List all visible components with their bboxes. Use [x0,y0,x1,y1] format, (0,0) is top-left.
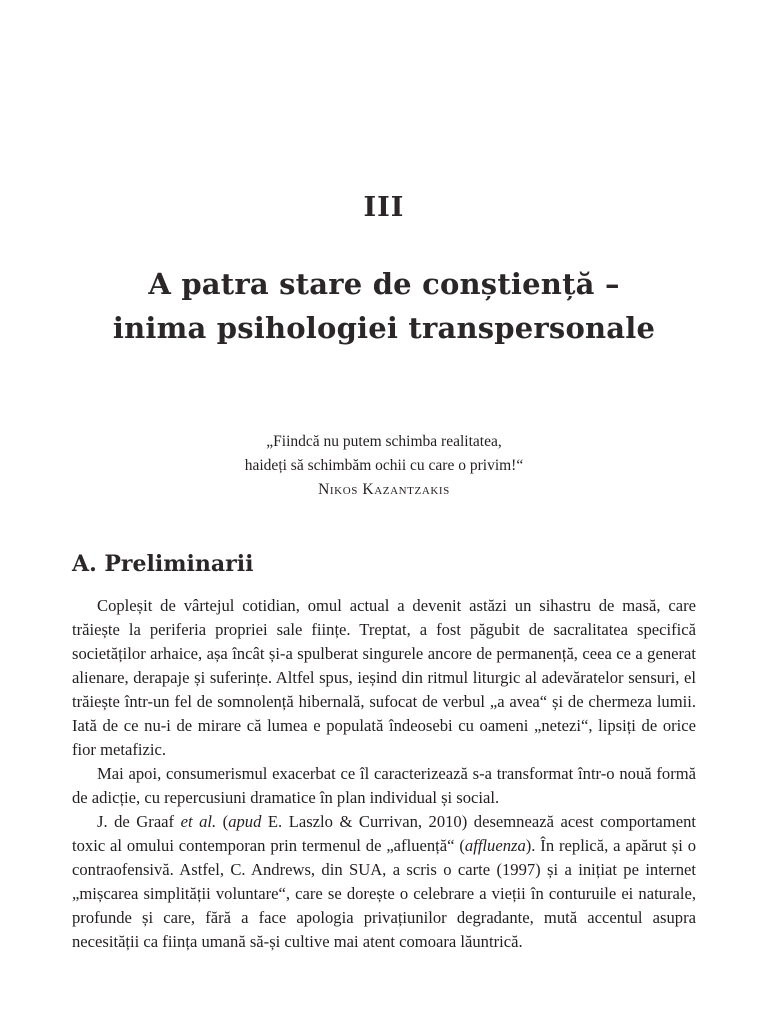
epigraph-line-1: „Fiindcă nu putem schimba realitatea, [266,433,502,450]
paragraph-3-part-c: E. Laszlo & Currivan, 2010) desemnează acest comportament toxic al omului contemporan prin termenul de „afluență“ ( [72,812,696,855]
chapter-title-line-2: inima psihologiei transpersonale [112,311,656,345]
paragraph-2: Mai apoi, consumerismul exacerbat ce îl caracterizează s-a transformat într-o nouă formă de adicție, cu repercusiuni dramatice în plan individual și social. [72,764,696,807]
apud-italic: apud [228,812,262,831]
et-al-italic: et al. [180,812,217,831]
section-heading: A. Preliminarii [72,551,254,577]
affluenza-italic: affluenza [464,836,526,855]
body-text [72,594,696,954]
epigraph [0,430,768,502]
paragraph-3-part-b: ( [216,812,229,831]
paragraph-3 [72,810,696,954]
epigraph-author: Nikos Kazantzakis [318,481,450,498]
paragraph-3-part-d: ). În replică, a apărut și o contraofensivă. Astfel, C. Andrews, din SUA, a scris o carte (1997) și a inițiat pe internet „mișcarea simplității voluntare“, care se dorește o celebrare a vieții în conturuile ei naturale, profunde și care, fără a face apologia privațiunilor degradante, mută accentul asupra necesității ca ființa umană să-și cultive mai atent comoara lăuntrică. [72,836,697,951]
chapter-number: III [363,192,405,223]
paragraph-1: Copleșit de vârtejul cotidian, omul actual a devenit astăzi un sihastru de masă, care trăiește la periferia propriei sale ființe. Treptat, a fost păgubit de sacralitatea specifică societăților arhaice, așa încât și-a spulberat singurele ancore de permanență, ceea ce a generat alienare, derapaje și suferințe. Altfel spus, ieșind din ritmul liturgic al adevăratelor sensuri, el trăiește într-un fel de somnolență hibernală, sufocat de verbul „a avea“ și de chermeza lumii. Iată de ce nu-i de mirare că lumea e populată îndeosebi cu oameni „netezi“, lipsiți de orice fior metafizic. [72,596,696,759]
epigraph-line-2: haideți să schimbăm ochii cu care o privim!“ [244,457,524,474]
chapter-title-line-1: A patra stare de conștiență – [148,267,620,301]
chapter-title [60,262,708,350]
paragraph-3-part-a: J. de Graaf [97,812,181,831]
